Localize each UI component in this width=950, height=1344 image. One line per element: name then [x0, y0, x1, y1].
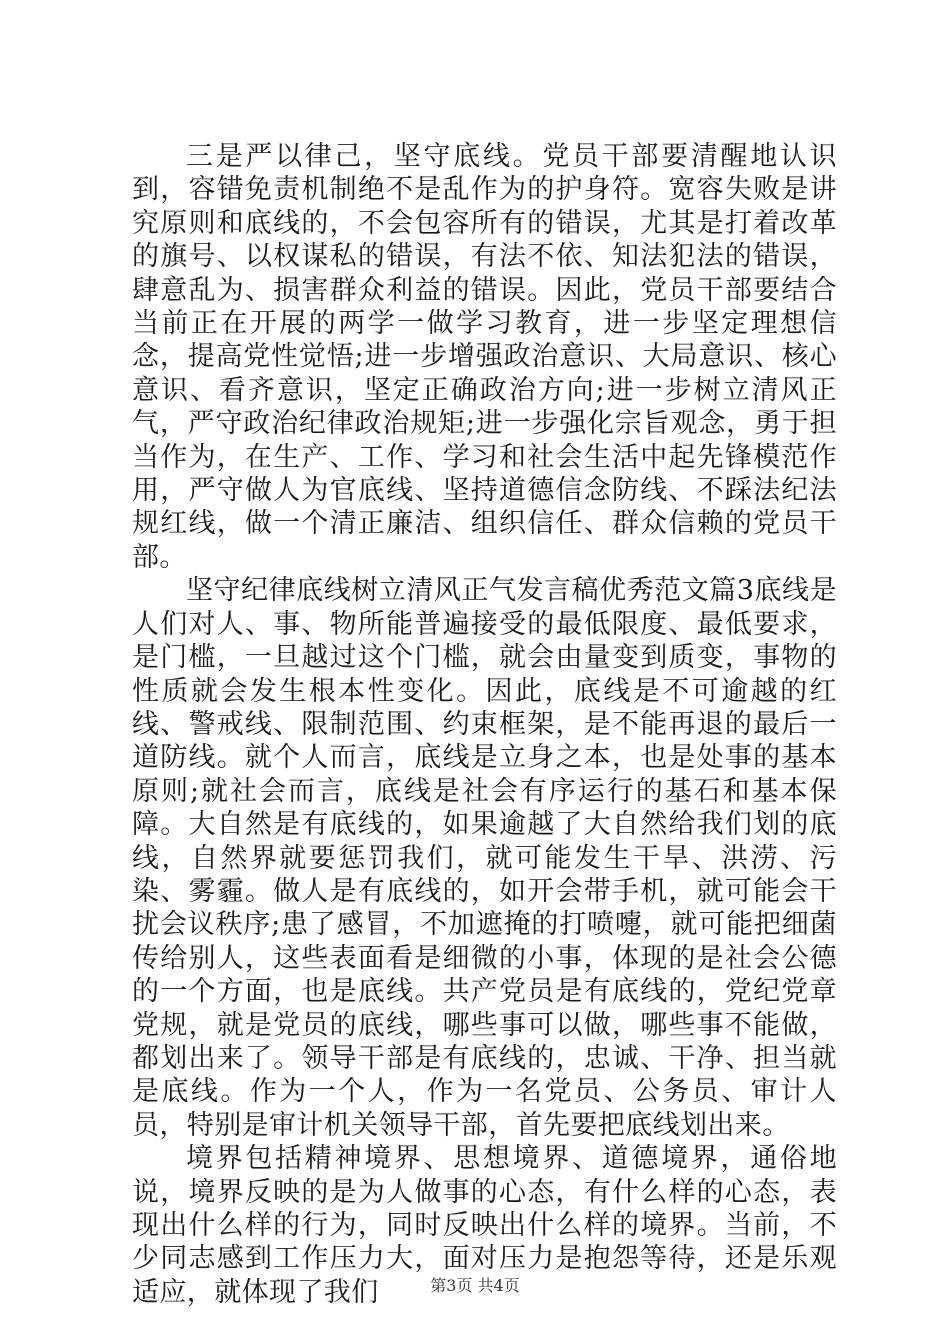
page-number-footer: 第3页 共4页 — [430, 1276, 520, 1295]
paragraph-realm: 境界包括精神境界、思想境界、道德境界，通俗地说，境界反映的是为人做事的心态，有什么样的心态，表现出什么样的行为，同时反映出什么样的境界。当前，不少同志感到工作压力大，面对压力是抱怨等待，还是乐观适应，就体现了我们 — [132, 1143, 837, 1308]
paragraph-self-discipline: 三是严以律己，坚守底线。党员干部要清醒地认识到，容错免责机制绝不是乱作为的护身符。宽容失败是讲究原则和底线的，不会包容所有的错误，尤其是打着改革的旗号、以权谋私的错误，有法不依、知法犯法的错误，肆意乱为、损害群众利益的错误。因此，党员干部要结合当前正在开展的两学一做学习教育，进一步坚定理想信念，提高党性觉悟;进一步增强政治意识、大局意识、核心意识、看齐意识，坚定正确政治方向;进一步树立清风正气，严守政治纪律政治规矩;进一步强化宗旨观念，勇于担当作为，在生产、工作、学习和社会生活中起先锋模范作用，严守做人为官底线、坚持道德信念防线、不踩法纪法规红线，做一个清正廉洁、组织信任、群众信赖的党员干部。 — [132, 141, 837, 573]
document-body — [132, 140, 837, 1309]
paragraph-bottom-line: 坚守纪律底线树立清风正气发言稿优秀范文篇3底线是人们对人、事、物所能普遍接受的最低限度、最低要求，是门槛，一旦越过这个门槛，就会由量变到质变，事物的性质就会发生根本性变化。因此，底线是不可逾越的红线、警戒线、限制范围、约束框架，是不能再退的最后一道防线。就个人而言，底线是立身之本，也是处事的基本原则;就社会而言，底线是社会有序运行的基石和基本保障。大自然是有底线的，如果逾越了大自然给我们划的底线，自然界就要惩罚我们，就可能发生干旱、洪涝、污染、雾霾。做人是有底线的，如开会带手机，就可能会干扰会议秩序;患了感冒，不加遮掩的打喷嚏，就可能把细菌传给别人，这些表面看是细微的小事，体现的是社会公德的一个方面，也是底线。共产党员是有底线的，党纪党章党规，就是党员的底线，哪些事可以做，哪些事不能做，都划出来了。领导干部是有底线的，忠诚、干净、担当就是底线。作为一个人，作为一名党员、公务员、审计人员，特别是审计机关领导干部，首先要把底线划出来。 — [132, 575, 837, 1141]
